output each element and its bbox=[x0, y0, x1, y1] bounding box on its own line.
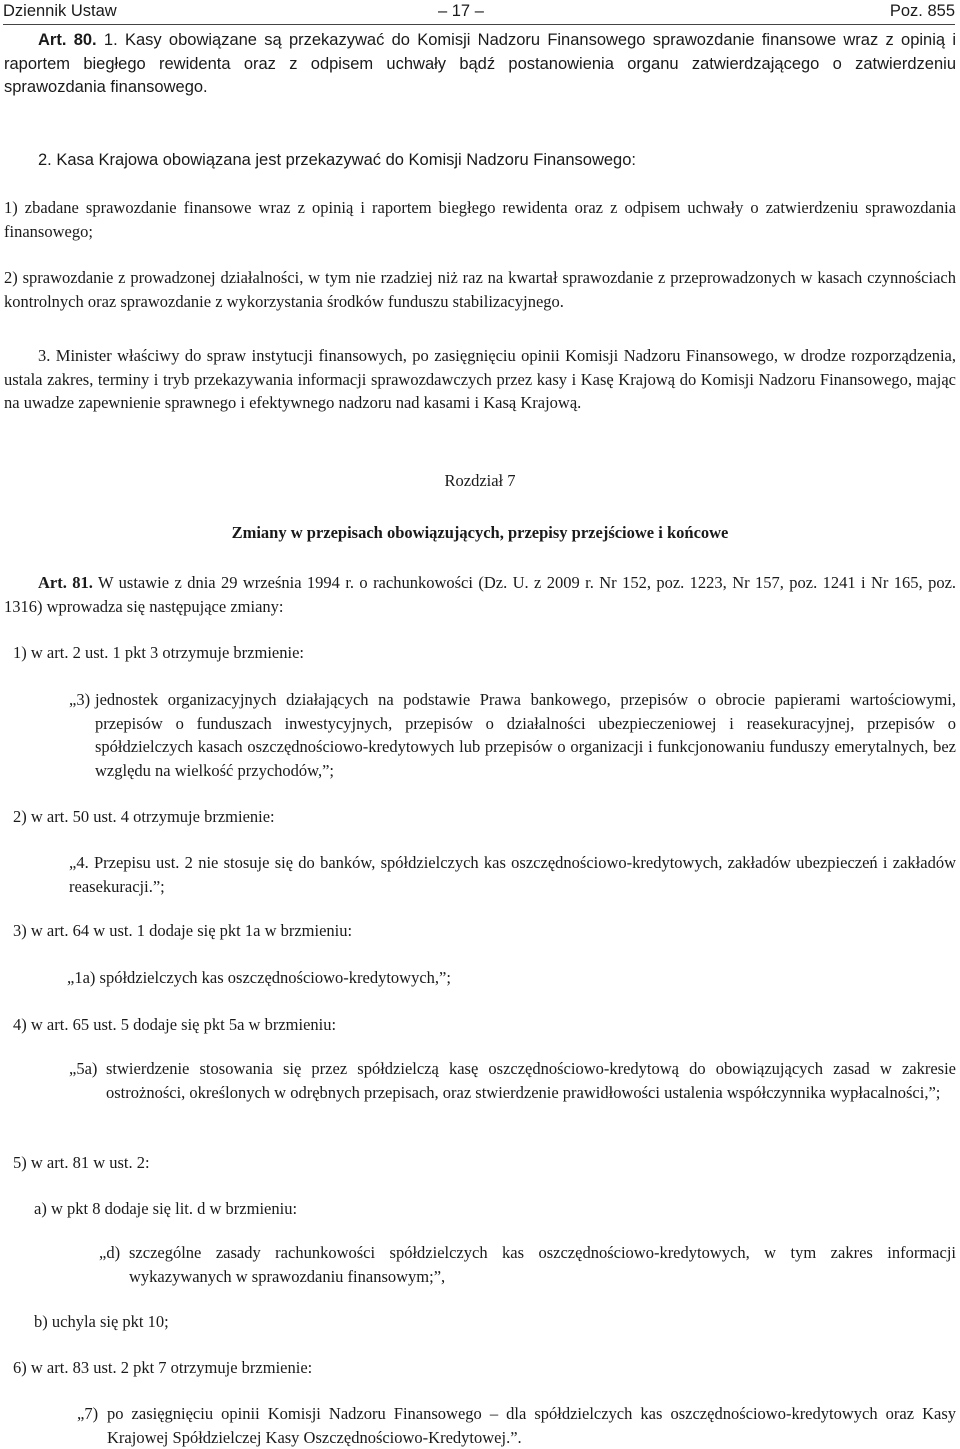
art80-item-2: 2) sprawozdanie z prowadzonej działalności, w tym nie rzadziej niż raz na kwartał sprawozdanie z przeprowadzonych w kasach czynnościach kontrolnych oraz sprawozdanie z wykorzystania środków funduszu stabilizacyjnego. bbox=[4, 268, 956, 311]
change-5b: b) uchyla się pkt 10; bbox=[34, 1312, 169, 1331]
chapter-title: Zmiany w przepisach obowiązujących, przepisy przejściowe i końcowe bbox=[231, 523, 729, 542]
art80-paragraph-2: 2. Kasa Krajowa obowiązana jest przekazywać do Komisji Nadzoru Finansowego: bbox=[38, 151, 636, 169]
quote-6 bbox=[77, 1402, 956, 1449]
change-4: 4) w art. 65 ust. 5 dodaje się pkt 5a w brzmieniu: bbox=[13, 1015, 337, 1034]
position-number: Poz. 855 bbox=[889, 2, 955, 20]
quote-1-number: „3) bbox=[69, 690, 91, 709]
page-number: – 17 – bbox=[438, 2, 484, 20]
art80-label: Art. 80. bbox=[38, 31, 97, 49]
quote-6-text: po zasięgnięciu opinii Komisji Nadzoru Finansowego – dla spółdzielczych kas oszczędnościowo-kredytowych oraz Kasy Krajowej Spółdzielczej Kasy Oszczędnościowo-Kredytowej.”. bbox=[107, 1404, 956, 1447]
quote-6-number: „7) bbox=[77, 1404, 99, 1423]
quote-2: „4. Przepisu ust. 2 nie stosuje się do banków, spółdzielczych kas oszczędnościowo-kredytowych, zakładów ubezpieczeń i zakładów reasekuracji.”; bbox=[69, 853, 956, 896]
art81-label: Art. 81. bbox=[38, 573, 93, 592]
change-3: 3) w art. 64 w ust. 1 dodaje się pkt 1a w brzmieniu: bbox=[13, 921, 353, 940]
quote-4-number: „5a) bbox=[69, 1059, 98, 1078]
art81-intro-text: W ustawie z dnia 29 września 1994 r. o rachunkowości (Dz. U. z 2009 r. Nr 152, poz. 1223, Nr 157, poz. 1241 i Nr 165, poz. 1316) wprowadza się następujące zmiany: bbox=[4, 573, 957, 616]
quote-4-text: stwierdzenie stosowania się przez spółdzielczą kasę oszczędnościowo-kredytową do obowiązujących zasad w zakresie ostrożności, określonych w odrębnych przepisach, oraz stwierdzenie prawidłowości ustalenia współczynnika wypłacalności,”; bbox=[106, 1059, 956, 1102]
art80-paragraph-1 bbox=[4, 29, 956, 100]
art81-intro bbox=[4, 571, 956, 618]
quote-5-text: szczególne zasady rachunkowości spółdzielczych kas oszczędnościowo-kredytowych, w tym zakres informacji wykazywanych w sprawozdaniu finansowym;”, bbox=[129, 1243, 956, 1286]
quote-1 bbox=[69, 688, 956, 782]
page-header bbox=[3, 2, 955, 25]
change-6: 6) w art. 83 ust. 2 pkt 7 otrzymuje brzmienie: bbox=[13, 1358, 313, 1377]
quote-3: „1a) spółdzielczych kas oszczędnościowo-kredytowych,”; bbox=[67, 968, 451, 987]
art80-p1-text: 1. Kasy obowiązane są przekazywać do Komisji Nadzoru Finansowego sprawozdanie finansowe wraz z opinią i raportem biegłego rewidenta oraz z odpisem uchwały bądź postanowienia organu zatwierdzającego o zatwierdzeniu sprawozdania finansowego. bbox=[4, 31, 957, 96]
journal-name: Dziennik Ustaw bbox=[3, 2, 117, 20]
quote-4 bbox=[69, 1057, 956, 1104]
quote-5-number: „d) bbox=[99, 1243, 121, 1262]
art80-item-1: 1) zbadane sprawozdanie finansowe wraz z opinią i raportem biegłego rewidenta oraz z odpisem uchwały o zatwierdzeniu sprawozdania finansowego; bbox=[4, 198, 956, 241]
chapter-number: Rozdział 7 bbox=[444, 471, 516, 490]
quote-5 bbox=[99, 1241, 956, 1288]
change-5: 5) w art. 81 w ust. 2: bbox=[13, 1153, 150, 1172]
change-1: 1) w art. 2 ust. 1 pkt 3 otrzymuje brzmienie: bbox=[13, 643, 304, 662]
art80-paragraph-3: 3. Minister właściwy do spraw instytucji finansowych, po zasięgnięciu opinii Komisji Nadzoru Finansowego, w drodze rozporządzenia, ustala zakres, terminy i tryb przekazywania informacji sprawozdawczych przez kasy i Kasę Krajową do Komisji Nadzoru Finansowego, mając na uwadze zapewnienie sprawnego i efektywnego nadzoru nad kasami i Kasą Krajową. bbox=[4, 346, 956, 412]
change-2: 2) w art. 50 ust. 4 otrzymuje brzmienie: bbox=[13, 807, 275, 826]
change-5a: a) w pkt 8 dodaje się lit. d w brzmieniu: bbox=[34, 1199, 298, 1218]
quote-1-text: jednostek organizacyjnych działających na podstawie Prawa bankowego, przepisów o obrocie papierami wartościowymi, przepisów o funduszach inwestycyjnych, przepisów o działalności ubezpieczeniowej i reasekuracyjnej, przepisów o spółdzielczych kasach oszczędnościowo-kredytowych lub przepisów o organizacji i funkcjonowaniu funduszy emerytalnych, bez względu na wielkość przychodów,”; bbox=[95, 690, 956, 780]
